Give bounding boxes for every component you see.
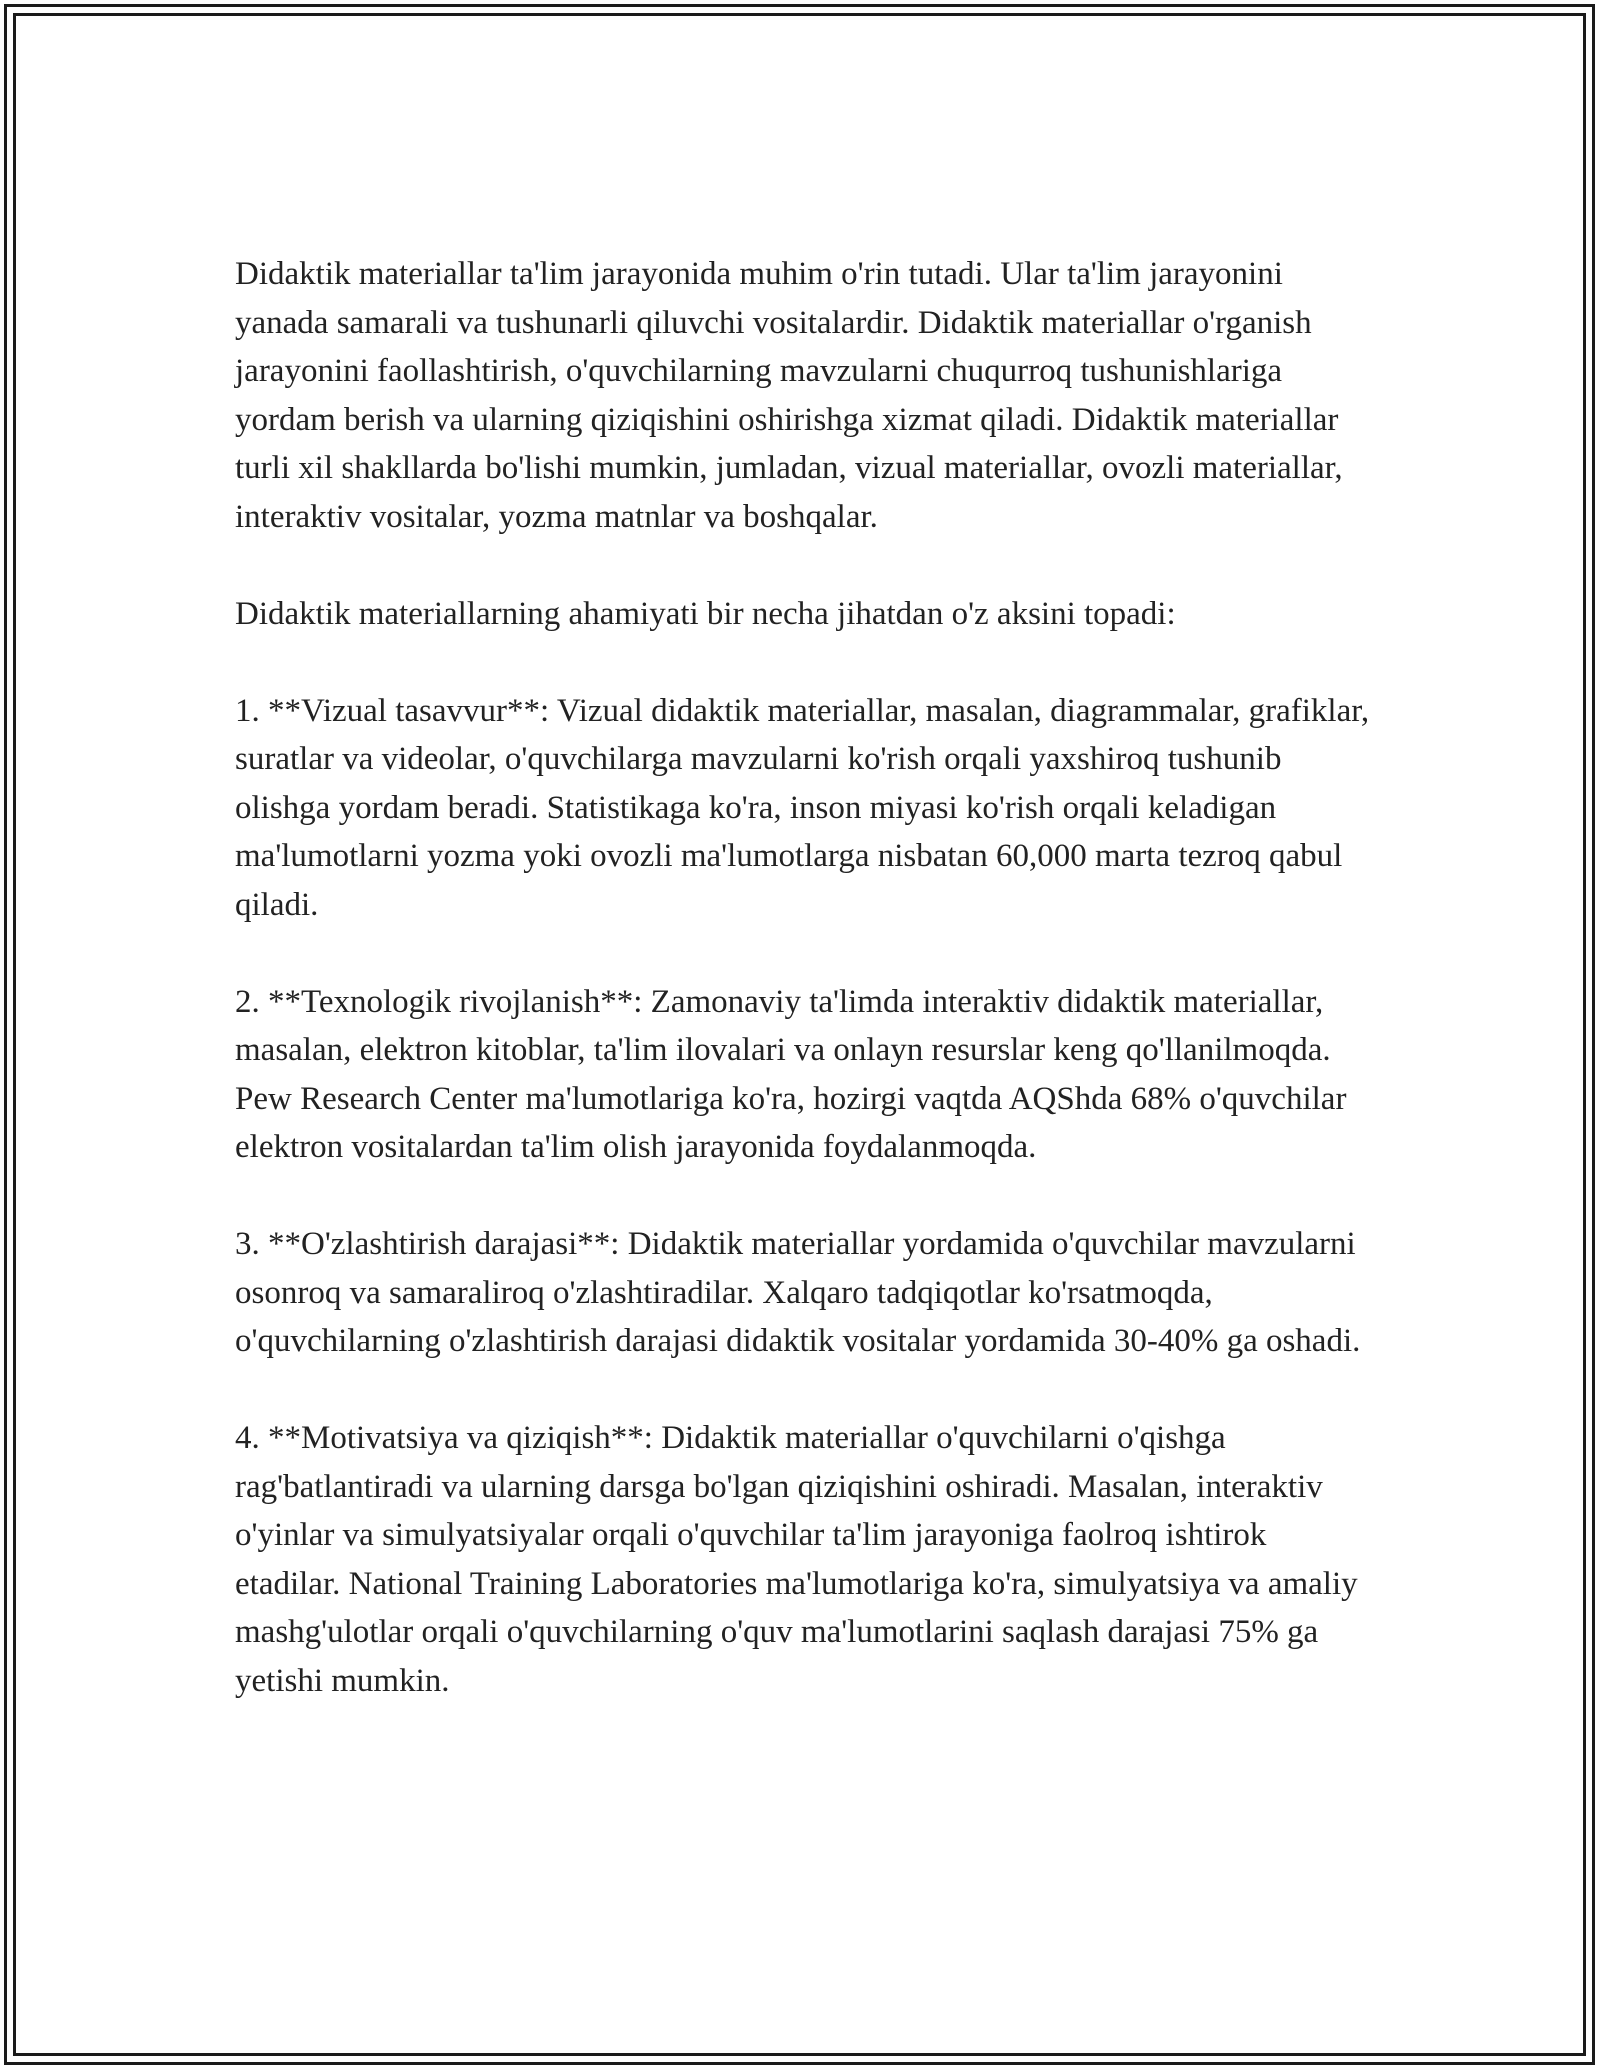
list-item-visual: 1. **Vizual tasavvur**: Vizual didaktik materiallar, masalan, diagrammalar, grafiklar, suratlar va videolar, o'quvchilarga mavzularni ko'rish orqali yaxshiroq tushunib olishga yordam beradi. Statistikaga ko'ra, inson miyasi ko'rish orqali keladigan ma'lumotlarni yozma yoki ovozli ma'lumotlarga nisbatan 60,000 marta tezroq qabul qiladi.	[235, 692, 1370, 923]
list-item-motivation: 4. **Motivatsiya va qiziqish**: Didaktik materiallar o'quvchilarni o'qishga rag'batlantiradi va ularning darsga bo'lgan qiziqishini oshiradi. Masalan, interaktiv o'yinlar va simulyatsiyalar orqali o'quvchilar ta'lim jarayoniga faolroq ishtirok etadilar. National Training Laboratories ma'lumotlariga ko'ra, simulyatsiya va amaliy mashg'ulotlar orqali o'quvchilarning o'quv ma'lumotlarini saqlash darajasi 75% ga yetishi mumkin.	[235, 1420, 1358, 1699]
document-body	[235, 250, 1375, 1754]
intro-paragraph: Didaktik materiallar ta'lim jarayonida muhim o'rin tutadi. Ular ta'lim jarayonini yanada samarali va tushunarli qiluvchi vositalardir. Didaktik materiallar o'rganish jarayonini faollashtirish, o'quvchilarning mavzularni chuqurroq tushunishlariga yordam berish va ularning qiziqishini oshirishga xizmat qiladi. Didaktik materiallar turli xil shakllarda bo'lishi mumkin, jumladan, vizual materiallar, ovozli materiallar, interaktiv vositalar, yozma matnlar va boshqalar.	[235, 256, 1343, 535]
list-item-mastery: 3. **O'zlashtirish darajasi**: Didaktik materiallar yordamida o'quvchilar mavzularni osonroq va samaraliroq o'zlashtiradilar. Xalqaro tadqiqotlar ko'rsatmoqda, o'quvchilarning o'zlashtirish darajasi didaktik vositalar yordamida 30-40% ga oshadi.	[235, 1226, 1361, 1359]
list-item-technology: 2. **Texnologik rivojlanish**: Zamonaviy ta'limda interaktiv didaktik materiallar, masalan, elektron kitoblar, ta'lim ilovalari va onlayn resurslar keng qo'llanilmoqda. Pew Research Center ma'lumotlariga ko'ra, hozirgi vaqtda AQShda 68% o'quvchilar elektron vositalardan ta'lim olish jarayonida foydalanmoqda.	[235, 983, 1347, 1165]
importance-lead-paragraph: Didaktik materiallarning ahamiyati bir necha jihatdan o'z aksini topadi:	[235, 595, 1176, 632]
